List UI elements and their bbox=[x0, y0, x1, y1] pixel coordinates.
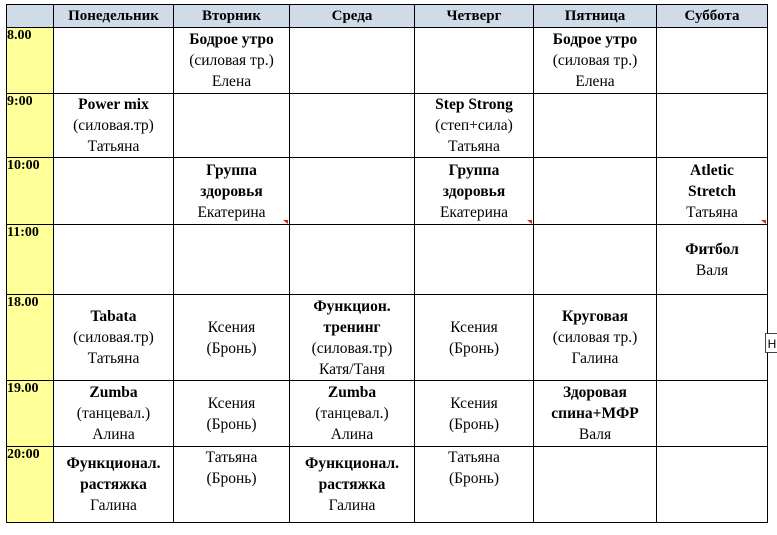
class-cell bbox=[54, 447, 174, 523]
class-title: Функцион. bbox=[313, 297, 391, 315]
schedule-row bbox=[7, 28, 768, 94]
header-row bbox=[7, 5, 768, 28]
class-cell bbox=[290, 447, 415, 523]
trainer-name: Елена bbox=[211, 73, 252, 90]
trainer-name: Валя bbox=[695, 261, 729, 279]
class-title: Бодрое утро bbox=[189, 31, 274, 48]
class-cell bbox=[54, 94, 174, 158]
trainer-name: Екатерина bbox=[439, 203, 509, 221]
class-title: здоровья bbox=[442, 182, 506, 200]
class-detail: Татьяна bbox=[448, 449, 500, 466]
empty-cell bbox=[174, 225, 290, 295]
trainer-name: Галина bbox=[90, 497, 137, 514]
class-title: Группа bbox=[206, 161, 257, 179]
empty-cell bbox=[534, 158, 657, 225]
empty-cell bbox=[290, 94, 415, 158]
time-cell: 20:00 bbox=[7, 447, 54, 523]
empty-cell bbox=[657, 94, 768, 158]
empty-cell bbox=[54, 158, 174, 225]
class-title: Stretch bbox=[688, 182, 736, 200]
class-cell bbox=[290, 295, 415, 381]
class-cell bbox=[54, 295, 174, 381]
corner-cell bbox=[7, 5, 54, 28]
class-cell bbox=[415, 295, 534, 381]
trainer-name: Татьяна bbox=[448, 138, 500, 155]
class-detail: (силовая.тр) bbox=[73, 117, 154, 134]
day-header: Среда bbox=[290, 5, 415, 28]
class-title: тренинг bbox=[323, 318, 381, 336]
class-detail: (силовая тр.) bbox=[189, 52, 274, 69]
class-title: спина+МФР bbox=[551, 405, 639, 422]
day-header: Четверг bbox=[415, 5, 534, 28]
class-detail: Татьяна bbox=[205, 449, 258, 466]
trainer-name: Галина bbox=[571, 350, 619, 367]
empty-cell bbox=[290, 225, 415, 295]
trainer-name: Екатерина bbox=[197, 203, 266, 221]
comment-marker-icon[interactable] bbox=[527, 220, 532, 224]
empty-cell bbox=[534, 94, 657, 158]
empty-cell bbox=[534, 225, 657, 295]
class-detail: (Бронь) bbox=[206, 415, 257, 433]
trainer-name: Татьяна bbox=[87, 138, 140, 155]
class-detail: (силовая тр.) bbox=[552, 52, 638, 69]
day-header: Вторник bbox=[174, 5, 290, 28]
class-cell bbox=[657, 225, 768, 295]
class-detail: (танцевал.) bbox=[315, 405, 389, 422]
schedule-row bbox=[7, 94, 768, 158]
class-detail: (силовая.тр) bbox=[73, 329, 154, 346]
class-detail: (силовая тр.) bbox=[552, 329, 638, 346]
class-cell bbox=[174, 28, 290, 94]
empty-cell bbox=[174, 94, 290, 158]
empty-cell bbox=[657, 447, 768, 523]
class-title: Фитбол bbox=[685, 240, 739, 258]
class-title: Power mix bbox=[78, 96, 149, 113]
class-title: Функционал. bbox=[305, 455, 399, 472]
class-title: Круговая bbox=[562, 308, 628, 325]
class-detail: (Бронь) bbox=[448, 415, 500, 433]
time-cell: 10:00 bbox=[7, 158, 54, 225]
time-cell: 8.00 bbox=[7, 28, 54, 94]
schedule-row bbox=[7, 381, 768, 447]
class-title: Step Strong bbox=[435, 96, 513, 113]
schedule-row bbox=[7, 158, 768, 225]
empty-cell bbox=[657, 28, 768, 94]
trainer-name: Алина bbox=[330, 426, 374, 443]
class-detail: Ксения bbox=[207, 394, 256, 412]
class-title: Zumba bbox=[89, 384, 138, 401]
class-detail: (степ+сила) bbox=[435, 117, 513, 134]
trainer-name: Татьяна bbox=[686, 203, 738, 221]
class-detail: (Бронь) bbox=[448, 339, 500, 357]
day-header: Понедельник bbox=[54, 5, 174, 28]
trainer-name: Катя/Таня bbox=[318, 360, 385, 378]
class-cell bbox=[174, 381, 290, 447]
time-cell: 19.00 bbox=[7, 381, 54, 447]
class-cell bbox=[415, 158, 534, 225]
class-detail: (силовая.тр) bbox=[311, 339, 393, 357]
time-cell: 11:00 bbox=[7, 225, 54, 295]
class-cell bbox=[174, 295, 290, 381]
class-detail: Ксения bbox=[450, 394, 498, 412]
class-cell bbox=[415, 381, 534, 447]
class-title: Здоровая bbox=[563, 384, 627, 401]
comment-marker-icon[interactable] bbox=[283, 220, 288, 224]
class-detail: (Бронь) bbox=[206, 470, 257, 487]
class-cell bbox=[534, 28, 657, 94]
trainer-name: Елена bbox=[575, 73, 615, 90]
time-cell: 18.00 bbox=[7, 295, 54, 381]
comment-marker-icon[interactable] bbox=[761, 220, 766, 224]
class-title: Функционал. bbox=[66, 455, 161, 472]
schedule-row bbox=[7, 225, 768, 295]
empty-cell bbox=[54, 28, 174, 94]
schedule-body bbox=[7, 28, 768, 523]
class-detail: (Бронь) bbox=[206, 339, 257, 357]
time-cell: 9:00 bbox=[7, 94, 54, 158]
class-title: Группа bbox=[448, 161, 500, 179]
day-header: Суббота bbox=[657, 5, 768, 28]
class-title: растяжка bbox=[80, 476, 147, 493]
class-detail: (Бронь) bbox=[448, 470, 500, 487]
class-cell bbox=[174, 447, 290, 523]
class-title: Atletic bbox=[690, 161, 734, 179]
schedule-row bbox=[7, 295, 768, 381]
empty-cell bbox=[534, 447, 657, 523]
class-cell bbox=[290, 381, 415, 447]
class-cell bbox=[534, 295, 657, 381]
class-title: Tabata bbox=[90, 308, 137, 325]
empty-cell bbox=[290, 158, 415, 225]
class-cell bbox=[174, 158, 290, 225]
class-title: Zumba bbox=[327, 384, 377, 401]
trainer-name: Татьяна bbox=[87, 350, 140, 367]
class-cell bbox=[415, 94, 534, 158]
class-detail: Ксения bbox=[207, 318, 256, 336]
class-detail: Ксения bbox=[450, 318, 498, 336]
class-title: растяжка bbox=[318, 476, 386, 493]
empty-cell bbox=[54, 225, 174, 295]
class-detail: (танцевал.) bbox=[76, 405, 151, 422]
class-cell bbox=[534, 381, 657, 447]
empty-cell bbox=[415, 28, 534, 94]
empty-cell bbox=[290, 28, 415, 94]
day-header: Пятница bbox=[534, 5, 657, 28]
class-title: здоровья bbox=[200, 182, 263, 200]
empty-cell bbox=[657, 295, 768, 381]
class-cell bbox=[415, 447, 534, 523]
schedule-table bbox=[6, 4, 768, 523]
trainer-name: Валя bbox=[578, 426, 612, 443]
trainer-name: Алина bbox=[92, 426, 135, 443]
schedule-row bbox=[7, 447, 768, 523]
trainer-name: Галина bbox=[328, 497, 376, 514]
empty-cell bbox=[657, 381, 768, 447]
class-cell bbox=[54, 381, 174, 447]
class-title: Бодрое утро bbox=[552, 31, 638, 48]
clipped-note-tab[interactable]: Н bbox=[765, 333, 777, 353]
class-cell bbox=[657, 158, 768, 225]
empty-cell bbox=[415, 225, 534, 295]
